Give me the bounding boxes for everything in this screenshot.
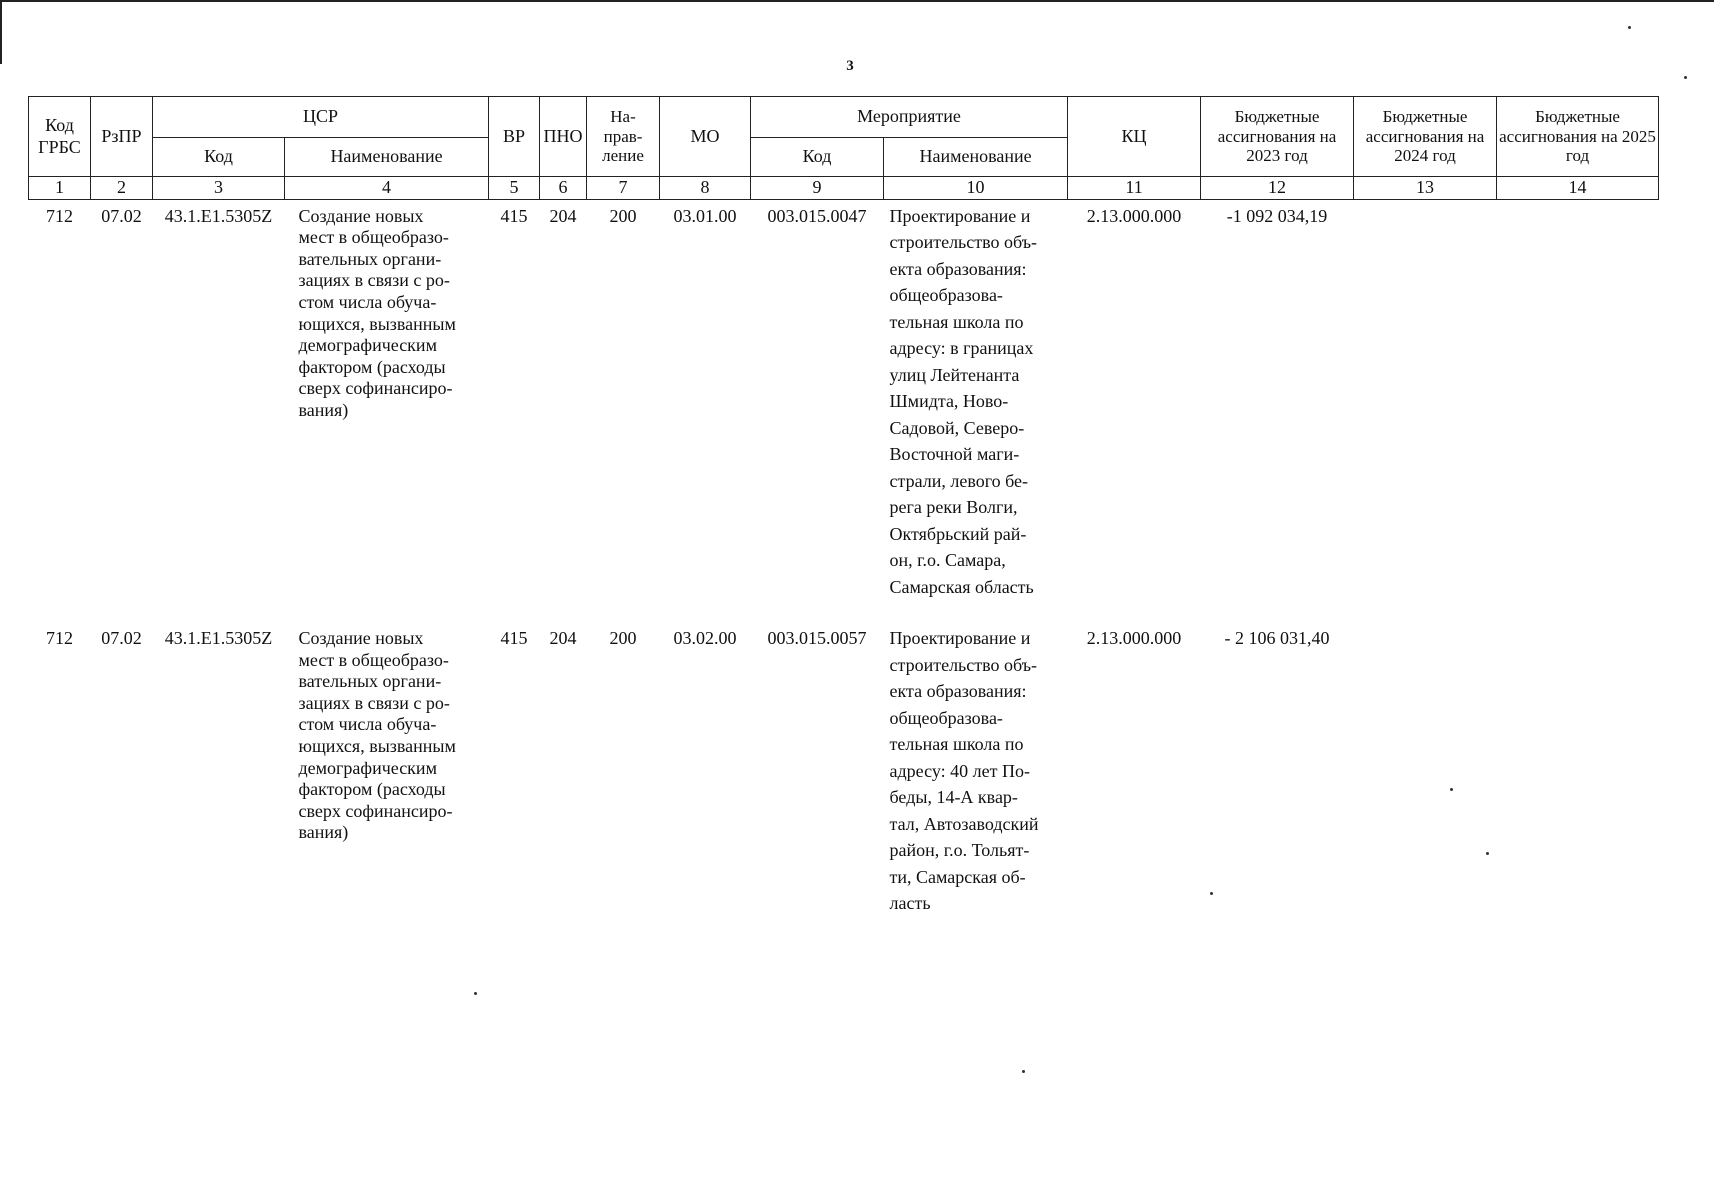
column-number: 2 [91,177,153,200]
table-row [29,622,1659,939]
cell-grbs: 712 [46,628,73,649]
header-direction: На- прав- ление [587,97,660,177]
cell-pno: 204 [549,628,577,649]
column-number: 13 [1354,177,1497,200]
header-mo: МО [660,97,751,177]
header-vr: ВР [489,97,540,177]
scan-speck [474,992,477,995]
cell-event-code: 003.015.0047 [767,205,867,226]
cell-grbs: 712 [46,205,73,226]
scan-speck [1210,892,1213,895]
header-event-code: Код [751,138,884,177]
column-number: 6 [540,177,587,200]
header-kc: КЦ [1068,97,1201,177]
cell-mo: 03.02.00 [673,628,737,649]
cell-csr-code: 43.1.E1.5305Z [164,205,273,226]
cell-event-name: Проектирование и строительство объ- екта образования: общеобразова- тельная школа по адресу: в границах улиц Лейтенанта Шмидта, Ново- Садовой, Северо- Восточной маги- страли, левого бе- рега реки Волги, Октябрьский рай- он, г.о. Самара, Самарская область [889,205,1038,597]
cell-budget-2025 [1497,622,1659,939]
scan-speck [1486,852,1489,855]
column-number: 14 [1497,177,1659,200]
header-csr: ЦСР [153,97,489,138]
cell-pno: 204 [549,205,577,226]
column-number: 8 [660,177,751,200]
cell-budget-2024 [1354,199,1497,622]
header-event: Мероприятие [751,97,1068,138]
cell-event-code: 003.015.0057 [767,628,867,649]
cell-rzpr: 07.02 [101,205,142,226]
cell-kc: 2.13.000.000 [1086,628,1182,649]
column-number: 4 [285,177,489,200]
page-left-border [0,0,2,64]
cell-rzpr: 07.02 [101,628,142,649]
page-top-border [0,0,1714,2]
cell-event-name: Проектирование и строительство объ- екта образования: общеобразова- тельная школа по адресу: 40 лет По- беды, 14-А квар- тал, Автозаводский район, г.о. Тольят- ти, Самарская об- ласть [889,628,1039,914]
budget-table [28,96,1659,939]
header-budget-2023: Бюджетные ассигнования на 2023 год [1201,97,1354,177]
header-row-top [29,97,1659,138]
cell-budget-2023: -1 092 034,19 [1226,205,1328,226]
cell-csr-name: Создание новых мест в общеобразо- вательных органи- зациях в связи с ро- стом числа обуча- ющихся, вызванным демографическим фактором (расходы сверх софинансиро- вания) [298,628,456,843]
column-number: 12 [1201,177,1354,200]
column-number: 7 [587,177,660,200]
cell-budget-2025 [1497,199,1659,622]
column-number: 1 [29,177,91,200]
cell-budget-2024 [1354,622,1497,939]
table-row [29,199,1659,622]
scan-speck [1450,788,1453,791]
header-grbs: Код ГРБС [29,97,91,177]
cell-kc: 2.13.000.000 [1086,205,1182,226]
page-number: 3 [846,58,854,74]
cell-csr-code: 43.1.E1.5305Z [164,628,273,649]
scan-speck [1684,76,1687,79]
header-rzpr: РзПР [91,97,153,177]
scan-speck [1022,1070,1025,1073]
header-budget-2025: Бюджетные ассигнования на 2025 год [1497,97,1659,177]
cell-csr-name: Создание новых мест в общеобразо- вательных органи- зациях в связи с ро- стом числа обуча- ющихся, вызванным демографическим фактором (расходы сверх софинансиро- вания) [298,205,456,420]
cell-direction: 200 [609,628,637,649]
cell-vr: 415 [500,628,528,649]
cell-mo: 03.01.00 [673,205,737,226]
cell-direction: 200 [609,205,637,226]
column-number: 11 [1068,177,1201,200]
header-csr-code: Код [153,138,285,177]
column-number: 9 [751,177,884,200]
column-number: 10 [884,177,1068,200]
cell-budget-2023: - 2 106 031,40 [1224,628,1330,649]
header-event-name: Наименование [884,138,1068,177]
cell-vr: 415 [500,205,528,226]
header-csr-name: Наименование [285,138,489,177]
header-budget-2024: Бюджетные ассигнования на 2024 год [1354,97,1497,177]
scan-speck [1628,26,1631,29]
column-number: 3 [153,177,285,200]
header-pno: ПНО [540,97,587,177]
column-number: 5 [489,177,540,200]
column-number-row [29,177,1659,200]
